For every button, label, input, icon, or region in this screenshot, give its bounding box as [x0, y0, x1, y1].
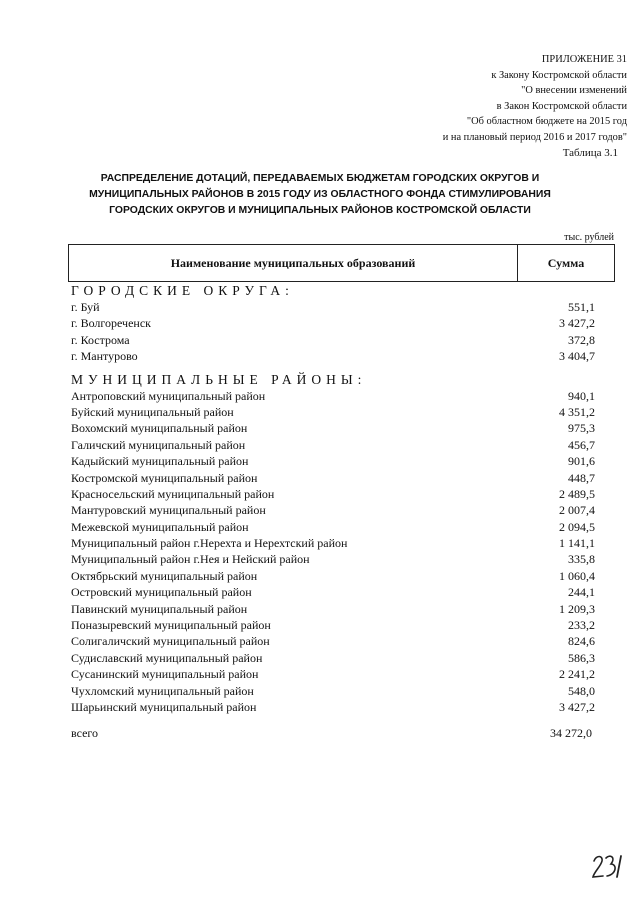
municipality-name: Октябрьский муниципальный район — [71, 568, 258, 583]
municipality-name: Межевской муниципальный район — [71, 519, 249, 534]
table-row — [71, 568, 595, 584]
municipality-name: Муниципальный район г.Нея и Нейский район — [71, 552, 310, 567]
municipality-name: Сусанинский муниципальный район — [71, 667, 259, 682]
annex-line: "О внесении изменений — [521, 85, 627, 97]
annex-line: "Об областном бюджете на 2015 год — [466, 116, 627, 128]
header-name: Наименование муниципальных образований — [69, 245, 518, 281]
amount-value: 551,1 — [568, 300, 595, 314]
table-row — [71, 299, 595, 315]
table-row — [71, 348, 595, 364]
amount-value: 2 489,5 — [559, 486, 595, 501]
table-row — [71, 650, 595, 666]
amount-value: 901,6 — [568, 454, 595, 469]
municipality-name: Поназыревский муниципальный район — [71, 618, 271, 633]
municipality-name: Павинский муниципальный район — [71, 601, 248, 616]
annex-line: в Закон Костромской области — [496, 100, 627, 112]
amount-value: 2 094,5 — [559, 519, 595, 534]
municipality-name: Островский муниципальный район — [71, 585, 252, 600]
table-row — [71, 633, 595, 649]
table-row — [71, 699, 595, 715]
amount-value: 940,1 — [568, 388, 595, 403]
table-body — [71, 282, 595, 715]
table-row — [71, 502, 595, 518]
amount-value: 1 209,3 — [559, 601, 595, 616]
annex-line: ПРИЛОЖЕНИЕ 31 — [541, 54, 627, 65]
table-row — [71, 666, 595, 682]
municipality-name: Вохомский муниципальный район — [71, 421, 248, 436]
amount-value: 4 351,2 — [559, 404, 595, 419]
table-row — [71, 420, 595, 436]
table-row — [71, 535, 595, 551]
municipality-name: Галичский муниципальный район — [71, 437, 246, 452]
amount-value: 1 141,1 — [559, 536, 595, 551]
table-row — [71, 617, 595, 633]
title-line: ГОРОДСКИХ ОКРУГОВ И МУНИЦИПАЛЬНЫХ РАЙОНОВ КОСТРОМСКОЙ ОБЛАСТИ — [109, 205, 531, 216]
total-row — [71, 726, 592, 741]
municipality-name: Буйский муниципальный район — [71, 404, 234, 419]
table-row — [71, 486, 595, 502]
amount-value: 335,8 — [568, 552, 595, 567]
municipality-name: Кадыйский муниципальный район — [71, 454, 249, 469]
amount-value: 372,8 — [568, 332, 595, 347]
amount-value: 3 427,2 — [559, 699, 595, 714]
municipality-name: г. Буй — [71, 300, 100, 314]
amount-value: 975,3 — [568, 421, 595, 436]
municipality-name: Судиславский муниципальный район — [71, 650, 263, 665]
handwritten-page-number — [590, 852, 626, 880]
municipality-name: Костромской муниципальный район — [71, 470, 258, 485]
municipality-name: Солигаличский муниципальный район — [71, 634, 270, 649]
table-row — [71, 470, 595, 486]
annex-header — [443, 52, 627, 146]
municipality-name: Красносельский муниципальный район — [71, 486, 275, 501]
amount-value: 586,3 — [568, 650, 595, 665]
section-heading: ГОРОДСКИЕ ОКРУГА: — [71, 283, 294, 298]
table-row — [71, 519, 595, 535]
amount-value: 1 060,4 — [559, 568, 595, 583]
municipality-name: Шарьинский муниципальный район — [71, 699, 257, 714]
amount-value: 2 007,4 — [559, 503, 595, 518]
amount-value: 3 404,7 — [559, 349, 595, 364]
municipality-name: Мантуровский муниципальный район — [71, 503, 266, 518]
table-row — [71, 388, 595, 404]
table-row — [71, 584, 595, 600]
section-heading: МУНИЦИПАЛЬНЫЕ РАЙОНЫ: — [71, 371, 367, 387]
table-row — [71, 404, 595, 420]
table-header — [68, 244, 615, 282]
amount-value: 448,7 — [568, 470, 595, 485]
table-row — [71, 437, 595, 453]
table-row — [71, 683, 595, 699]
municipality-name: Муниципальный район г.Нерехта и Нерехтский район — [71, 536, 348, 551]
annex-line: и на плановый период 2016 и 2017 годов" — [442, 131, 627, 143]
amount-value: 244,1 — [568, 585, 595, 600]
table-row — [71, 315, 595, 331]
unit-label: тыс. рублей — [564, 232, 614, 243]
municipality-name: г. Мантурово — [71, 349, 138, 364]
amount-value: 3 427,2 — [559, 316, 595, 331]
municipality-name: г. Волгореченск — [71, 316, 151, 331]
amount-value: 2 241,2 — [559, 667, 595, 682]
municipality-name: г. Кострома — [71, 332, 130, 347]
total-label: всего — [71, 726, 99, 740]
table-row — [71, 332, 595, 348]
title-line: МУНИЦИПАЛЬНЫХ РАЙОНОВ В 2015 ГОДУ ИЗ ОБЛАСТНОГО ФОНДА СТИМУЛИРОВАНИЯ — [89, 189, 551, 200]
municipality-name: Чухломский муниципальный район — [71, 683, 254, 698]
annex-line: к Закону Костромской области — [491, 69, 627, 81]
amount-value: 233,2 — [568, 618, 595, 633]
total-value: 34 272,0 — [550, 726, 592, 740]
table-row — [71, 601, 595, 617]
amount-value: 548,0 — [568, 683, 595, 698]
amount-value: 824,6 — [568, 634, 595, 649]
municipality-name: Антроповский муниципальный район — [71, 388, 266, 403]
table-row — [71, 453, 595, 469]
table-label: Таблица 3.1 — [562, 147, 618, 159]
amount-value: 456,7 — [568, 437, 595, 452]
table-row — [71, 551, 595, 567]
title-line: РАСПРЕДЕЛЕНИЕ ДОТАЦИЙ, ПЕРЕДАВАЕМЫХ БЮДЖЕТАМ ГОРОДСКИХ ОКРУГОВ И — [100, 173, 540, 184]
header-sum: Сумма — [547, 255, 585, 270]
document-title — [40, 171, 600, 219]
